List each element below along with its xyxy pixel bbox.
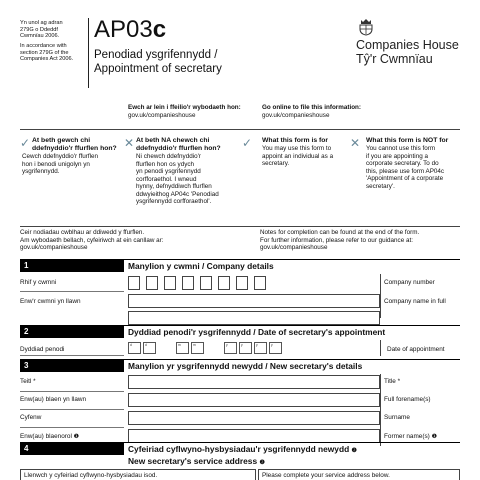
column-cannot-use-english: ✕ What this form is NOT for You cannot use this form if you are appointing a corporate secretary. To do this, please use form AP04c 'Appointment of a corporate secretary'. xyxy=(350,136,449,190)
info-icon: ❷ xyxy=(351,448,357,454)
online-link-english[interactable]: gov.uk/companieshouse xyxy=(262,111,330,119)
appointment-date-label: Date of appointment xyxy=(387,346,445,353)
header-divider xyxy=(88,18,89,88)
company-number-cell[interactable] xyxy=(128,276,140,290)
info-icon: ❶ xyxy=(431,434,437,440)
date-cell-year[interactable]: y xyxy=(269,342,282,354)
date-cell-year[interactable]: y xyxy=(254,342,267,354)
company-name-label-welsh: Enw'r cwmni yn llawn xyxy=(20,298,81,305)
check-icon: ✓ xyxy=(20,136,31,150)
section-3-header xyxy=(20,359,460,373)
cross-icon: ✕ xyxy=(350,136,361,150)
org-name: Companies House Tŷ'r Cwmnïau xyxy=(356,38,459,66)
former-names-label: Former name(s) ❶ xyxy=(384,433,437,440)
date-cell-month[interactable]: m xyxy=(191,342,204,354)
info-icon: ❶ xyxy=(73,434,80,440)
check-icon: ✓ xyxy=(242,136,253,150)
column-divider xyxy=(380,274,381,318)
legal-note-english: In accordance with section 279G of the Companies Act 2006. xyxy=(20,43,74,63)
title-input[interactable] xyxy=(128,375,380,389)
column-can-use-english: ✓ What this form is for You may use this form to appoint an individual as a secretary. xyxy=(242,136,334,167)
company-number-cell[interactable] xyxy=(218,276,230,290)
company-name-input-line-2[interactable] xyxy=(128,311,380,325)
guidance-link-welsh[interactable]: gov.uk/companieshouse xyxy=(20,244,88,252)
row-rule xyxy=(20,391,124,392)
online-filing-welsh: Ewch ar lein i ffeilio'r wybodaeth hon: gov.uk/companieshouse xyxy=(128,104,241,119)
form-code: AP03c xyxy=(94,16,167,43)
company-number-cell[interactable] xyxy=(182,276,194,290)
guidance-link-english[interactable]: gov.uk/companieshouse xyxy=(260,244,328,252)
legal-note-welsh: Yn unol ag adran 279G o Ddeddf Cwmnïau 2006. xyxy=(20,20,63,40)
surname-label-welsh: Cyfenw xyxy=(20,414,42,421)
date-cell-day[interactable]: d xyxy=(128,342,141,354)
section-title: Dyddiad penodi'r ysgrifennydd / Date of secretary's appointment xyxy=(128,327,386,337)
date-cell-year[interactable]: y xyxy=(239,342,252,354)
company-number-label-welsh: Rhif y cwmni xyxy=(20,279,57,286)
forenames-label-welsh: Enw(au) blaen yn llawn xyxy=(20,396,87,403)
column-divider xyxy=(380,340,381,356)
section-title: Cyfeiriad cyflwyno-hysbysiadau'r ysgrifennydd newydd ❷ New secretary's service address ❷ xyxy=(128,444,357,466)
forenames-label: Full forename(s) xyxy=(384,396,431,403)
notes-welsh: Ceir nodiadau cwblhau ar ddiwedd y ffurflen. Am wybodaeth bellach, cyfeiriwch at ein canllaw ar: gov.uk/companieshouse xyxy=(20,229,164,252)
forenames-input[interactable] xyxy=(128,393,380,407)
appointment-date-label-welsh: Dyddiad penodi xyxy=(20,346,65,353)
section-1-header xyxy=(20,259,460,273)
section-title: Manylion y cwmni / Company details xyxy=(128,261,274,271)
row-rule xyxy=(20,291,124,292)
former-names-label-welsh: Enw(au) blaenorol ❶ xyxy=(20,433,80,440)
service-address-note-welsh: Llenwch y cyfeiriad cyflwyno-hysbysiadau isod. xyxy=(20,469,256,480)
company-number-cell[interactable] xyxy=(200,276,212,290)
section-4-header xyxy=(20,442,460,468)
form-title: Penodiad ysgrifennydd / Appointment of secretary xyxy=(94,49,222,75)
section-number: 1 xyxy=(20,260,124,272)
row-rule xyxy=(20,355,124,356)
company-number-cell[interactable] xyxy=(146,276,158,290)
company-number-cell[interactable] xyxy=(254,276,266,290)
former-names-input[interactable] xyxy=(128,429,380,443)
online-divider xyxy=(20,129,460,130)
surname-label: Surname xyxy=(384,414,410,421)
company-number-cell[interactable] xyxy=(236,276,248,290)
row-rule xyxy=(20,427,124,428)
column-can-use-welsh: ✓ At beth gewch chi ddefnyddio'r ffurflen hon? Cewch ddefnyddio'r ffurflen hon i benodi unigolyn yn ysgrifennydd. xyxy=(20,136,117,175)
service-address-note-english: Please complete your service address below. xyxy=(258,469,460,480)
company-name-label: Company name in full xyxy=(384,298,446,305)
company-number-cell[interactable] xyxy=(164,276,176,290)
title-label: Title * xyxy=(384,378,401,385)
section-number: 4 xyxy=(20,443,124,455)
columns-divider xyxy=(20,226,460,227)
section-number: 3 xyxy=(20,360,124,372)
info-icon: ❷ xyxy=(259,460,265,466)
date-cell-day[interactable]: d xyxy=(143,342,156,354)
notes-english: Notes for completion can be found at the end of the form. For further information, please refer to our guidance at: gov.uk/companieshouse xyxy=(260,229,420,252)
surname-input[interactable] xyxy=(128,411,380,425)
date-cell-month[interactable]: m xyxy=(176,342,189,354)
online-link-welsh[interactable]: gov.uk/companieshouse xyxy=(128,111,196,119)
cross-icon: ✕ xyxy=(124,136,135,150)
section-title: Manylion yr ysgrifennydd newydd / New secretary's details xyxy=(128,361,363,371)
online-filing-english: Go online to file this information: gov.uk/companieshouse xyxy=(262,104,361,119)
date-cell-year[interactable]: y xyxy=(224,342,237,354)
title-label-welsh: Teitl * xyxy=(20,378,36,385)
company-name-input[interactable] xyxy=(128,294,380,308)
column-divider xyxy=(380,374,381,446)
row-rule xyxy=(20,409,124,410)
column-cannot-use-welsh: ✕ At beth NA chewch chi ddefnyddio'r ffurflen hon? Ni chewch ddefnyddio'r ffurflen hon os ydych yn penodi ysgrifennydd corfforaethol. I wneud hynny, defnyddiwch ffurflen ddwyieithog AP04c 'Penodiad ysgrifennydd corfforaethol'. xyxy=(124,136,221,205)
section-2-header xyxy=(20,325,460,339)
section-number: 2 xyxy=(20,326,124,338)
royal-crest-icon xyxy=(357,18,375,36)
company-number-label: Company number xyxy=(384,279,435,286)
